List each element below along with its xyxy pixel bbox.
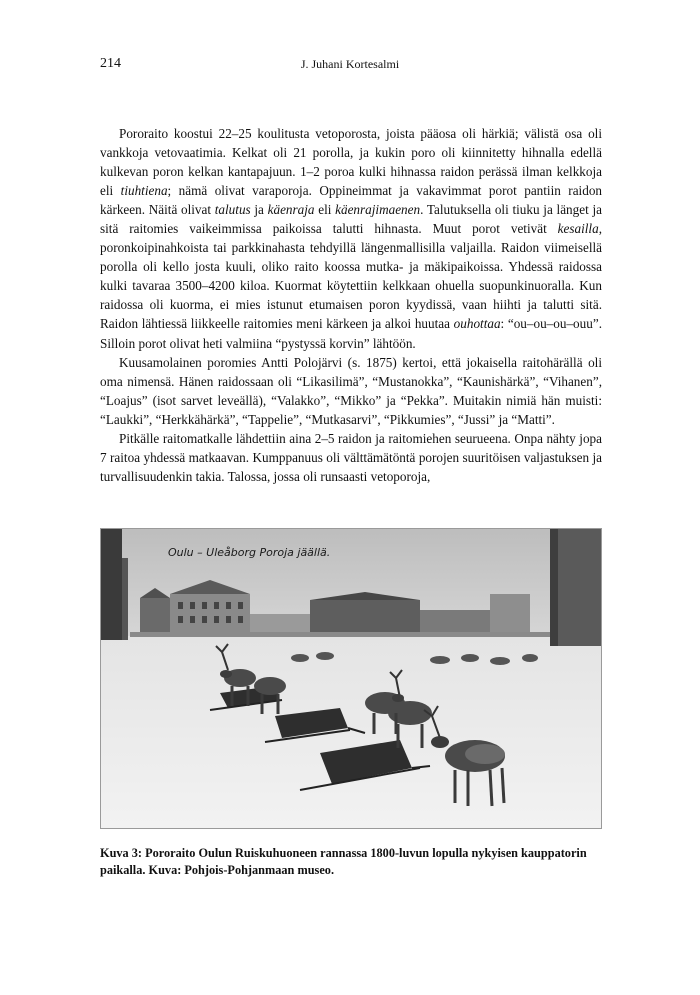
paragraph-2: Kuusamolainen poromies Antti Polojärvi (s. 1875) kertoi, että jokaisella raitohärällä oli oma nimensä. Hänen raidossaan oli “Likasilimä”, “Mustanokka”, “Kaunishärkä”, “Vihanen”, “Loajus” (isot sarvet leveällä), “Valakko”, “Mikko” ja “Pekka”. Muitakin nimiä hän muisti: “Laukki”, “Herkkähärkä”, “Tappelie”, “Mutkasarvi”, “Pikkumies”, “Jussi” ja “Matti”. bbox=[100, 354, 602, 427]
reindeer-caravan-photo bbox=[100, 528, 602, 829]
page-number: 214 bbox=[100, 56, 121, 71]
running-head: J. Juhani Kortesalmi bbox=[300, 57, 400, 71]
paragraph-1: Pororaito koostui 22–25 koulitusta vetoporosta, joista pääosa oli härkiä; välistä osa oli vankkoja vetovaatimia. Kelkat oli 21 porolla, ja kukin poro oli kiinnitetty hihnalla edellä kulkevan poron kelkan kantapajuun. 1–2 poroa kulki hihnassa raidon perässä ilman kelkkoja eli tiuhtiena; nämä olivat varaporoja. Oppineimmat ja vakavimmat porot pantiin raidon kärkeen. Näitä olivat talutus ja käenraja eli käenrajimaenen. Talutuksella oli tiuku ja länget ja sitä raitomies vaikeimmissa paikoissa talutti hihnasta. Muut porot vetivät kesailla, poronkoipinahkoista tai parkkinahasta tehdyillä längenmallisilla valjailla. Raidon viimeisellä porolla oli kello josta kuuli, oliko raito koossa mutka- ja mäkipaikoissa. Yhdessä raidossa kulki tavaraa 3500–4200 kiloa. Kuormat köytettiin kelkkaan ohuella suopunkinuoralla. Kun raidossa oli kuorma, ei mies istunut etumaisen poron kyydissä, vaan hiihti ja talutti sitä. Raidon lähtiessä liikkeelle raitomies meni kärkeen ja alkoi huutaa ouhottaa: “ou–ou–ou–ouu”. Silloin porot olivat heti valmiina “pystyssä korvin” lähtöön. bbox=[100, 126, 603, 351]
figure-caption: Kuva 3: Pororaito Oulun Ruiskuhuoneen rannassa 1800-luvun lopulla nykyisen kauppatorin paikalla. Kuva: Pohjois-Pohjanmaan museo. bbox=[100, 846, 587, 877]
paragraph-3: Pitkälle raitomatkalle lähdettiin aina 2–5 raidon ja raitomiehen seurueena. Onpa nähty jopa 7 raitoa yhdessä matkaavan. Kumppanuus oli välttämätöntä porojen suuritöisen valjastuksen ja turvallisuudenkin takia. Talossa, jossa oli runsaasti vetoporoja, bbox=[100, 430, 602, 484]
body-text bbox=[100, 124, 602, 486]
photo-inscription: Oulu – Uleåborg Poroja jäällä. bbox=[168, 546, 331, 559]
